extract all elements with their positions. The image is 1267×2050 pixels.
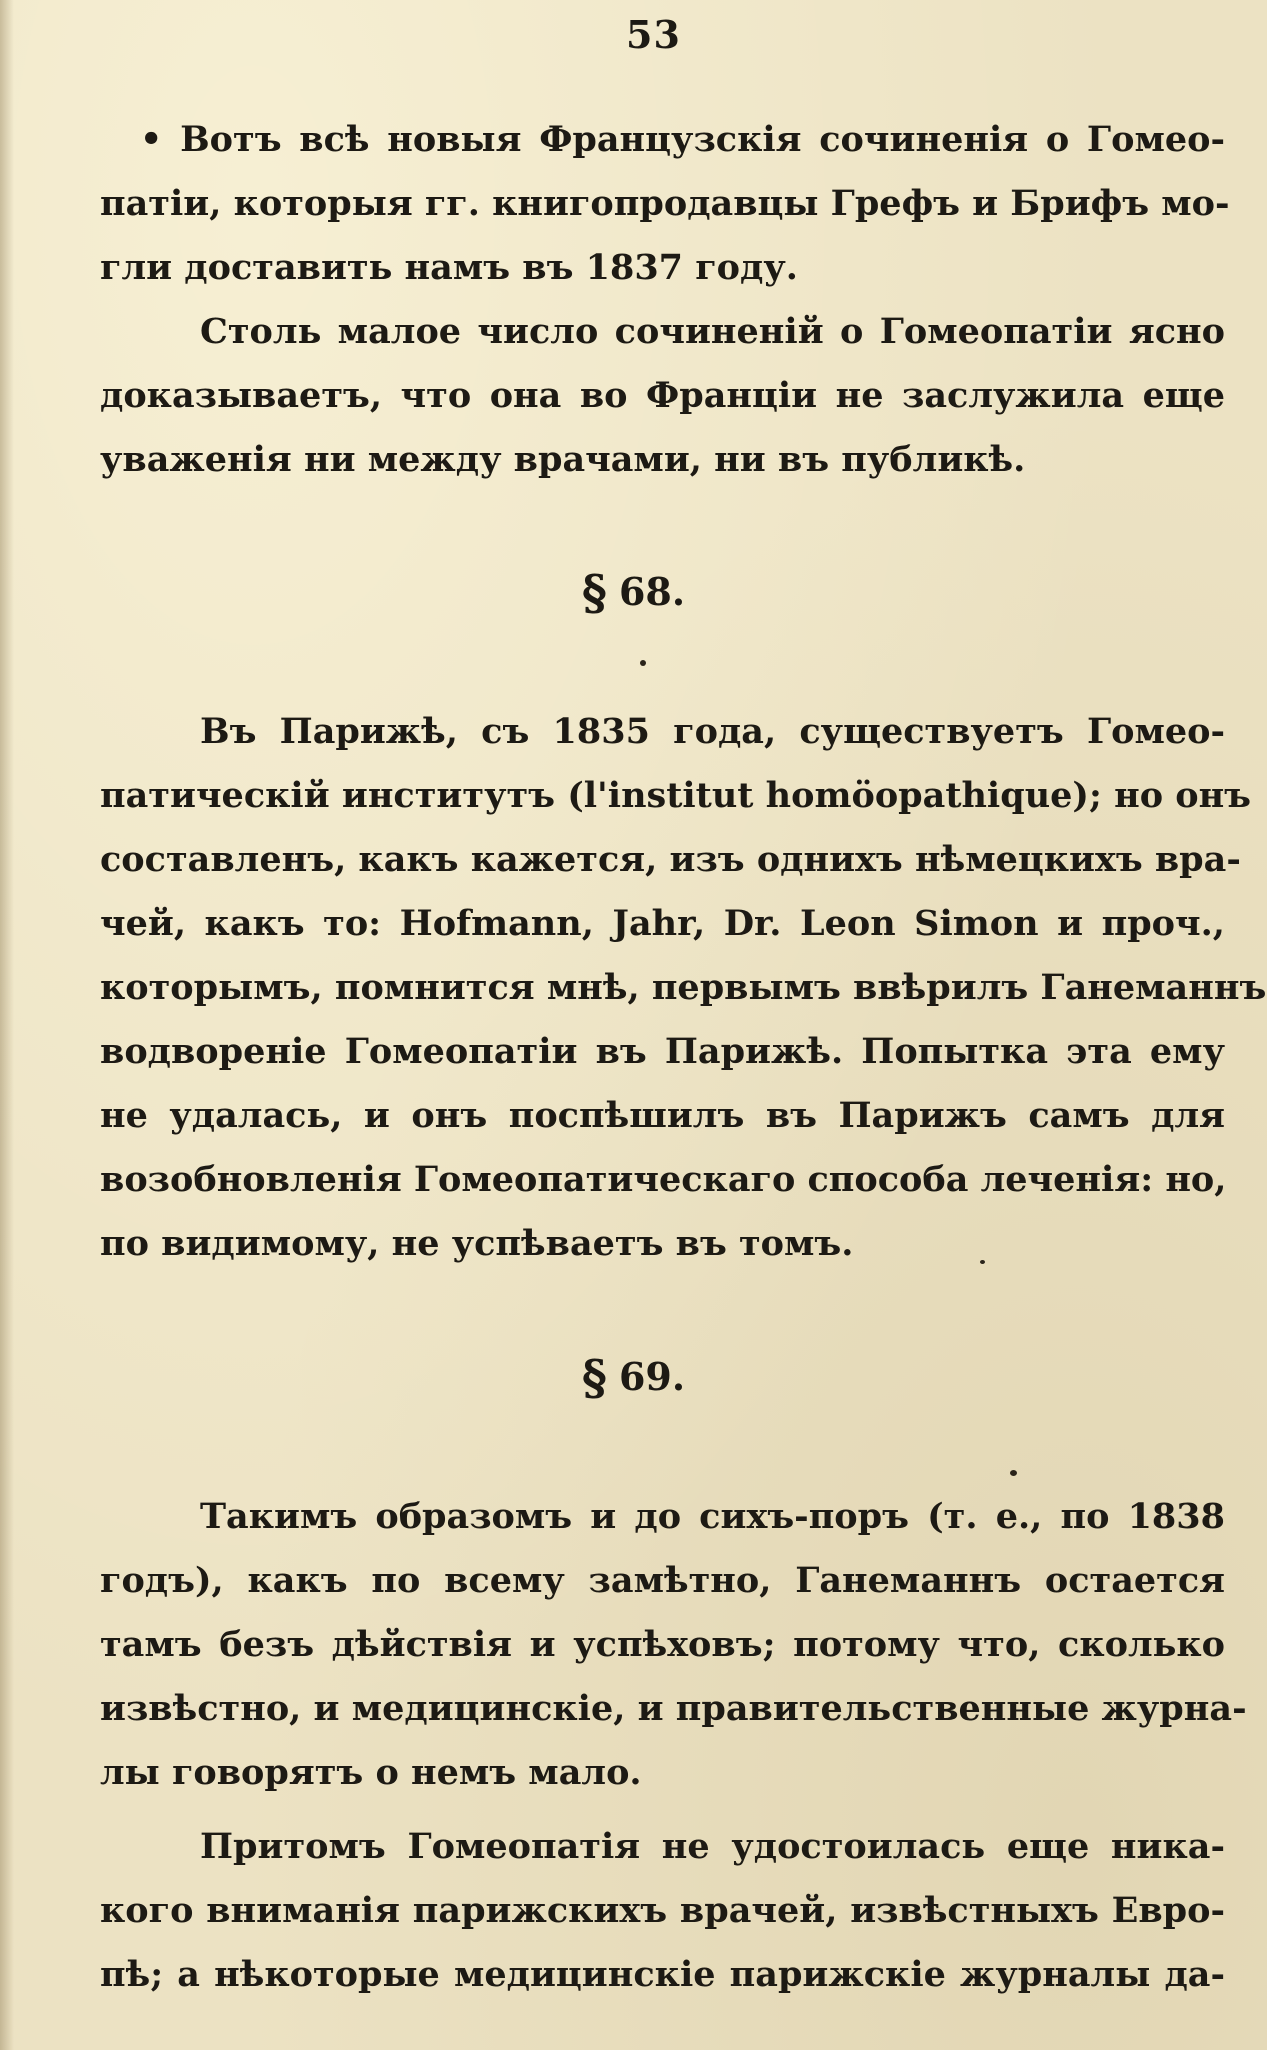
text-line: составленъ, какъ кажется, изъ однихъ нѣмецкихъ вра- xyxy=(100,839,1241,880)
text-line: годъ), какъ по всему замѣтно, Ганеманнъ остается xyxy=(100,1560,1225,1601)
text-line: доказываетъ, что она во Франціи не заслужила еще xyxy=(100,375,1225,416)
section-heading-69 xyxy=(0,1350,1267,1406)
text-line: не удалась, и онъ поспѣшилъ въ Парижъ самъ для xyxy=(100,1095,1225,1136)
text-line: чей, какъ то: Hofmann, Jahr, Dr. Leon Simon и проч., xyxy=(100,903,1225,944)
text-line: по видимому, не успѣваетъ въ томъ. xyxy=(100,1223,854,1264)
ink-speck xyxy=(640,660,646,666)
page-edge-shadow xyxy=(0,0,14,2050)
section-69-paragraph-2 xyxy=(100,1815,1225,2007)
text-line: извѣстно, и медицинскіе, и правительственные журна- xyxy=(100,1688,1247,1729)
text-line: водвореніе Гомеопатіи въ Парижѣ. Попытка эта ему xyxy=(100,1031,1225,1072)
text-line: Столь малое число сочиненій о Гомеопатіи ясно xyxy=(200,311,1225,352)
ink-speck xyxy=(980,1260,985,1264)
section-number: 69. xyxy=(618,1354,686,1399)
section-symbol: § xyxy=(581,1350,607,1406)
text-line: Такимъ образомъ и до сихъ-поръ (т. е., по 1838 xyxy=(200,1496,1225,1537)
text-line: гли доставить намъ въ 1837 году. xyxy=(100,247,798,288)
page-number: 53 xyxy=(626,12,681,57)
section-number: 68. xyxy=(618,569,686,614)
text-line: тамъ безъ дѣйствія и успѣховъ; потому что, сколько xyxy=(100,1624,1225,1665)
text-line: • Вотъ всѣ новыя Французскія сочиненія о Гомео- xyxy=(140,119,1225,160)
section-symbol: § xyxy=(581,565,607,621)
text-line: которымъ, помнится мнѣ, первымъ ввѣрилъ Ганеманнъ xyxy=(100,967,1267,1008)
text-line: уваженія ни между врачами, ни въ публикѣ. xyxy=(100,439,1026,480)
ink-speck xyxy=(1010,1470,1017,1476)
text-line: Притомъ Гомеопатія не удостоилась еще никa- xyxy=(200,1826,1225,1867)
text-line: Въ Парижѣ, съ 1835 года, существуетъ Гомео- xyxy=(200,711,1225,752)
opening-paragraph-1 xyxy=(100,108,1230,300)
text-line: пѣ; а нѣкоторые медицинскіе парижскіе журналы да- xyxy=(100,1954,1225,1995)
text-line: патіи, которыя гг. книгопродавцы Грефъ и Брифъ мо- xyxy=(100,183,1230,224)
text-line: патическій институтъ (l'institut homöopathique); но онъ xyxy=(100,775,1252,816)
section-68-paragraph xyxy=(100,700,1267,1276)
text-line: кого вниманія парижскихъ врачей, извѣстныхъ Евро- xyxy=(100,1890,1225,1931)
section-69-paragraph-1 xyxy=(100,1485,1247,1805)
section-heading-68 xyxy=(0,565,1267,621)
opening-paragraph-2 xyxy=(100,300,1225,492)
text-line: лы говорятъ о немъ мало. xyxy=(100,1752,642,1793)
text-line: возобновленія Гомеопатическаго способа леченія: но, xyxy=(100,1159,1227,1200)
